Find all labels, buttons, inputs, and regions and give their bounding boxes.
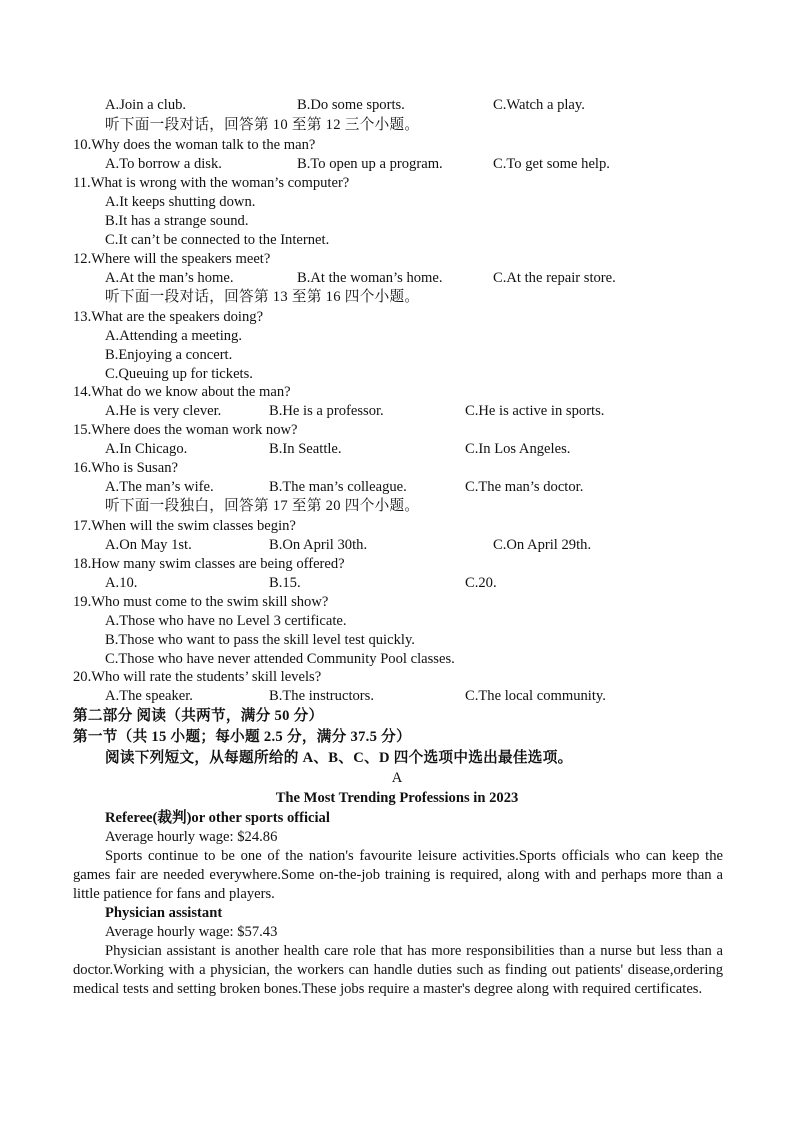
listening-instruction-13-16: 听下面一段对话，回答第 13 至第 16 四个小题。 — [105, 289, 420, 305]
q17-option-c: C.On April 29th. — [493, 537, 592, 553]
q17-stem: 17.When will the swim classes begin? — [73, 518, 296, 534]
q12-option-a: A.At the man’s home. — [105, 270, 234, 286]
q19-option-c: C.Those who have never attended Community Pool classes. — [105, 651, 455, 667]
q18-option-a: A.10. — [105, 575, 138, 591]
q11-option-c: C.It can’t be connected to the Internet. — [105, 232, 330, 248]
q16-stem: 16.Who is Susan? — [73, 460, 178, 476]
listening-instruction-10-12: 听下面一段对话，回答第 10 至第 12 三个小题。 — [105, 117, 420, 133]
q11-stem: 11.What is wrong with the woman’s computer? — [73, 175, 350, 191]
q19-option-b: B.Those who want to pass the skill level test quickly. — [105, 632, 415, 648]
q14-option-b: B.He is a professor. — [269, 403, 384, 419]
q15-option-c: C.In Los Angeles. — [465, 441, 571, 457]
q20-stem: 20.Who will rate the students’ skill levels? — [73, 669, 322, 685]
q20-option-c: C.The local community. — [465, 688, 606, 704]
job1-heading: Referee(裁判)or other sports official — [105, 810, 330, 826]
q16-option-b: B.The man’s colleague. — [269, 479, 407, 495]
q13-option-b: B.Enjoying a concert. — [105, 347, 233, 363]
job2-heading: Physician assistant — [105, 905, 223, 921]
reading-instruction: 阅读下列短文，从每题所给的 A、B、C、D 四个选项中选出最佳选项。 — [105, 750, 573, 766]
q18-option-c: C.20. — [465, 575, 497, 591]
listening-instruction-17-20: 听下面一段独白，回答第 17 至第 20 四个小题。 — [105, 498, 420, 514]
q14-option-a: A.He is very clever. — [105, 403, 222, 419]
q19-stem: 19.Who must come to the swim skill show? — [73, 594, 329, 610]
q9-option-c: C.Watch a play. — [493, 97, 585, 113]
q10-option-b: B.To open up a program. — [297, 156, 443, 172]
q15-option-b: B.In Seattle. — [269, 441, 342, 457]
q12-stem: 12.Where will the speakers meet? — [73, 251, 271, 267]
q20-option-a: A.The speaker. — [105, 688, 193, 704]
q17-option-b: B.On April 30th. — [269, 537, 368, 553]
q10-stem: 10.Why does the woman talk to the man? — [73, 137, 316, 153]
q12-option-b: B.At the woman’s home. — [297, 270, 443, 286]
q13-stem: 13.What are the speakers doing? — [73, 309, 264, 325]
q9-option-a: A.Join a club. — [105, 97, 187, 113]
q16-option-a: A.The man’s wife. — [105, 479, 214, 495]
job1-wage: Average hourly wage: $24.86 — [105, 829, 278, 845]
q10-option-a: A.To borrow a disk. — [105, 156, 222, 172]
job2-description: Physician assistant is another health care role that has more responsibilities than a nurse but less than a doctor.Working with a physician, the workers can handle duties such as finding out patients' disease,ordering medical tests and setting broken bones.These jobs require a master's degree along with required certificates. — [73, 943, 723, 997]
q11-option-b: B.It has a strange sound. — [105, 213, 249, 229]
q14-stem: 14.What do we know about the man? — [73, 384, 291, 400]
q10-option-c: C.To get some help. — [493, 156, 610, 172]
q11-option-a: A.It keeps shutting down. — [105, 194, 256, 210]
q17-option-a: A.On May 1st. — [105, 537, 192, 553]
q14-option-c: C.He is active in sports. — [465, 403, 605, 419]
q15-option-a: A.In Chicago. — [105, 441, 188, 457]
job2-wage: Average hourly wage: $57.43 — [105, 924, 278, 940]
section1-title: 第一节（共 15 小题；每小题 2.5 分，满分 37.5 分） — [73, 729, 411, 745]
passage-letter: A — [391, 770, 403, 786]
q9-option-b: B.Do some sports. — [297, 97, 405, 113]
part2-title: 第二部分 阅读（共两节，满分 50 分） — [73, 708, 324, 724]
q19-option-a: A.Those who have no Level 3 certificate. — [105, 613, 347, 629]
q13-option-a: A.Attending a meeting. — [105, 328, 242, 344]
passage-title: The Most Trending Professions in 2023 — [275, 790, 519, 806]
q20-option-b: B.The instructors. — [269, 688, 374, 704]
q15-stem: 15.Where does the woman work now? — [73, 422, 298, 438]
q13-option-c: C.Queuing up for tickets. — [105, 366, 253, 382]
q16-option-c: C.The man’s doctor. — [465, 479, 584, 495]
q18-option-b: B.15. — [269, 575, 301, 591]
q18-stem: 18.How many swim classes are being offered? — [73, 556, 345, 572]
job1-description: Sports continue to be one of the nation's favourite leisure activities.Sports officials who can keep the games fair are needed everywhere.Some on-the-job training is required, along with and perhaps more than a little patience for fans and players. — [73, 848, 723, 902]
q12-option-c: C.At the repair store. — [493, 270, 616, 286]
